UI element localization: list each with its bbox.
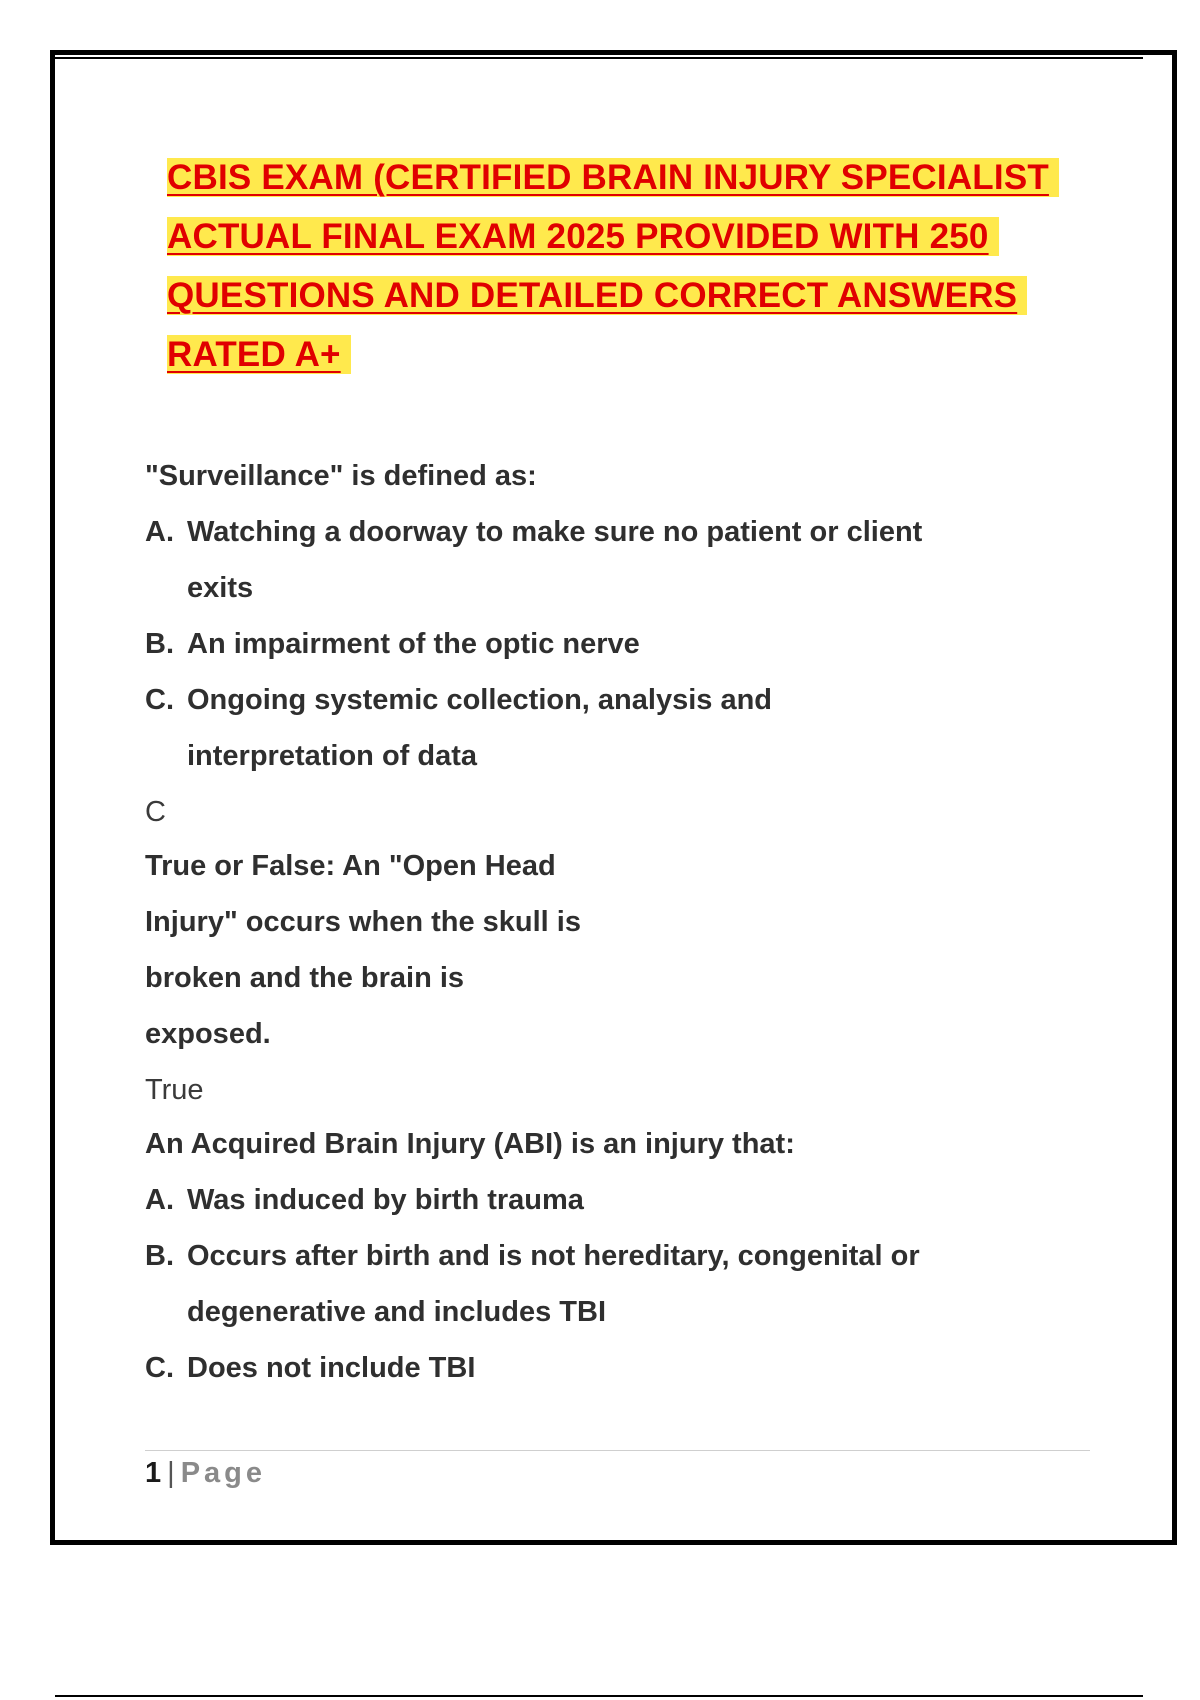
option-letter: B. xyxy=(145,1240,174,1272)
question-text: "Surveillance" is defined as: xyxy=(145,460,537,492)
page-footer xyxy=(145,1455,266,1491)
page-number: 1 xyxy=(145,1457,162,1489)
option-text: Does not include TBI xyxy=(187,1352,476,1384)
option-text: Ongoing systemic collection, analysis and xyxy=(187,684,772,716)
option-text: Watching a doorway to make sure no patient or client xyxy=(187,516,923,548)
option-c xyxy=(145,672,1045,728)
answer-text: True xyxy=(145,1074,204,1106)
title-line: RATED A+ xyxy=(167,335,351,374)
option-letter: B. xyxy=(145,628,174,660)
option-letter: C. xyxy=(145,1352,174,1384)
option-text-continued: degenerative and includes TBI xyxy=(187,1296,606,1328)
bottom-rule xyxy=(55,1695,1143,1697)
option-text: An impairment of the optic nerve xyxy=(187,628,640,660)
option-text: Occurs after birth and is not hereditary, congenital or xyxy=(187,1240,920,1272)
question-block xyxy=(145,448,1045,838)
question-block xyxy=(145,838,1045,1116)
option-letter: A. xyxy=(145,1184,174,1216)
question-text: Injury" occurs when the skull is xyxy=(145,906,581,938)
page-label: Page xyxy=(180,1457,267,1489)
option-text: Was induced by birth trauma xyxy=(187,1184,584,1216)
option-text-continued: interpretation of data xyxy=(187,740,478,772)
option-c xyxy=(145,1340,1045,1396)
question-text: An Acquired Brain Injury (ABI) is an injury that: xyxy=(145,1128,795,1160)
questions-content xyxy=(145,448,1045,1396)
option-b xyxy=(145,616,1045,672)
question-text: exposed. xyxy=(145,1018,271,1050)
title-line: ACTUAL FINAL EXAM 2025 PROVIDED WITH 250 xyxy=(167,217,999,256)
option-text-continued: exits xyxy=(187,572,254,604)
option-a xyxy=(145,504,1045,560)
option-letter: A. xyxy=(145,516,174,548)
title-line: CBIS EXAM (CERTIFIED BRAIN INJURY SPECIALIST xyxy=(167,158,1059,197)
footer-separator: | xyxy=(167,1457,175,1489)
answer-text: C xyxy=(145,796,166,828)
option-letter: C. xyxy=(145,684,174,716)
question-text: broken and the brain is xyxy=(145,962,465,994)
title-line: QUESTIONS AND DETAILED CORRECT ANSWERS xyxy=(167,276,1027,315)
question-text: True or False: An "Open Head xyxy=(145,850,556,882)
document-title xyxy=(167,148,1097,384)
question-block xyxy=(145,1116,1045,1396)
option-b xyxy=(145,1228,1045,1284)
footer-rule xyxy=(145,1450,1090,1451)
option-a xyxy=(145,1172,1045,1228)
